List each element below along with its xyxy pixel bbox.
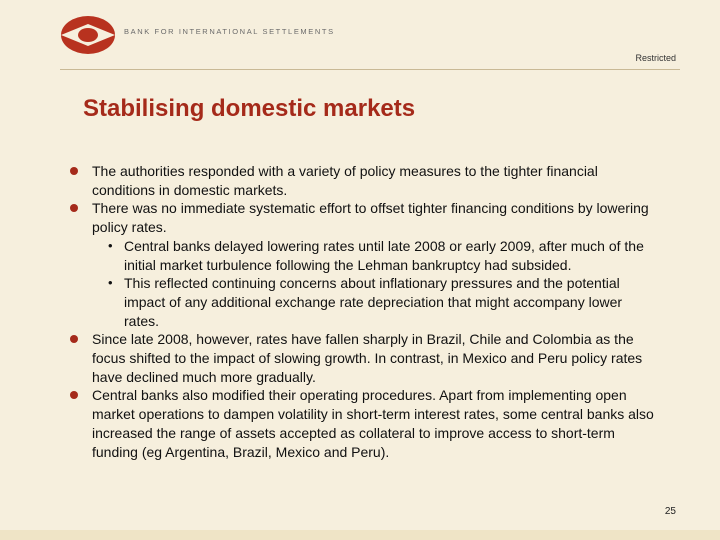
bullet-dot-icon (70, 391, 78, 399)
classification-label: Restricted (635, 53, 676, 63)
bullet-item (70, 199, 660, 236)
bullet-text: Since late 2008, however, rates have fallen sharply in Brazil, Chile and Colombia as the focus shifted to the impact of slowing growth. In contrast, in Mexico and Peru policy rates have declined much more gradually. (92, 331, 643, 385)
bullet-text: The authorities responded with a variety of policy measures to the tighter financial conditions in domestic markets. (92, 163, 598, 198)
slide-title: Stabilising domestic markets (83, 95, 416, 122)
sub-bullet-text: This reflected continuing concerns about inflationary pressures and the potential impact of any additional exchange rate depreciation that might accompany lower rates. (124, 275, 623, 329)
bullet-dot-icon (70, 204, 78, 212)
bullet-text: There was no immediate systematic effort to offset tighter financing conditions by lowering policy rates. (92, 200, 649, 236)
bullet-dot-icon (70, 335, 78, 343)
bullet-item (70, 162, 660, 199)
org-name: BANK FOR INTERNATIONAL SETTLEMENTS (124, 27, 335, 36)
bullet-item (70, 330, 660, 386)
bullet-text: Central banks also modified their operating procedures. Apart from implementing open market operations to dampen volatility in short-term interest rates, some central banks also increased the range of assets accepted as collateral to improve access to short-term funding (eg Argentina, Brazil, Mexico and Peru). (92, 387, 654, 460)
sub-bullet-item (70, 274, 660, 330)
footer-bar (0, 530, 720, 540)
slide-content (70, 162, 660, 461)
bullet-item (70, 386, 660, 461)
sub-bullet-text: Central banks delayed lowering rates until late 2008 or early 2009, after much of the initial market turbulence following the Lehman bankruptcy had subsided. (124, 237, 644, 273)
header-divider (60, 69, 680, 70)
bis-logo-icon (60, 15, 116, 55)
bullet-dot-icon (70, 167, 78, 175)
sub-bullet-item (70, 237, 660, 274)
sub-bullet-marker: • (108, 237, 113, 253)
sub-bullet-marker: • (108, 275, 113, 291)
page-number: 25 (664, 506, 676, 517)
